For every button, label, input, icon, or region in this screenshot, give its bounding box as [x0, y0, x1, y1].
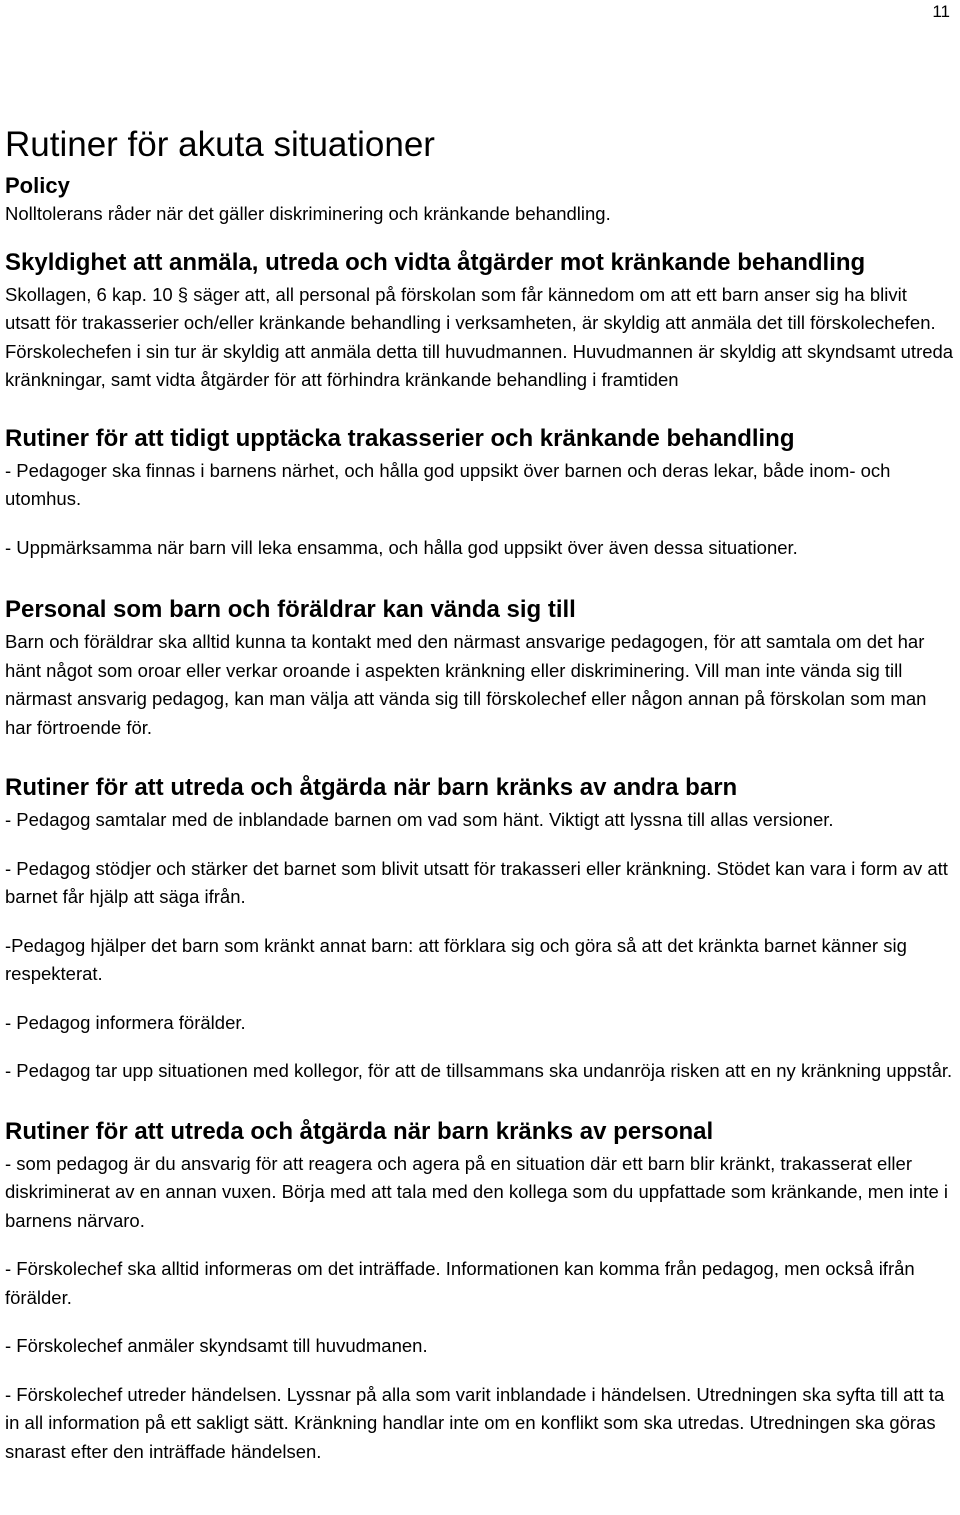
section-paragraph: - Pedagoger ska finnas i barnens närhet, och hålla god uppsikt över barnen och deras lekar, både inom- och utomhus.: [5, 459, 891, 509]
section-heading-anmala: Skyldighet att anmäla, utreda och vidta åtgärder mot kränkande behandling: [5, 248, 866, 276]
section-paragraph: Barn och föräldrar ska alltid kunna ta kontakt med den närmast ansvarige pedagogen, för att samtala om det har hänt något som oroar eller verkar oroande i aspekten kränkning eller diskriminering. Vill man inte vända sig till närmast ansvarig pedagog, kan man välja att vända sig till förskolechef eller någon annan på förskolan som man har förtroende för.: [5, 631, 927, 738]
document-content: [5, 124, 957, 1466]
policy-text: Nolltolerans råder när det gäller diskriminering och kränkande behandling.: [5, 203, 611, 224]
section-heading-andra-barn: Rutiner för att utreda och åtgärda när barn kränks av andra barn: [5, 774, 738, 801]
section-paragraph: - Pedagog informera förälder.: [5, 1011, 246, 1033]
section-paragraph: - Pedagog tar upp situationen med kollegor, för att de tillsammans ska undanröja risken att en ny kränkning uppstår.: [5, 1060, 953, 1081]
section-paragraph: - Förskolechef anmäler skyndsamt till huvudmanen.: [5, 1335, 428, 1356]
section-paragraph: Skollagen, 6 kap. 10 § säger att, all personal på förskolan som får kännedom om att ett barn anser sig ha blivit utsatt för trakasserier och/eller kränkande behandling i verksamheten, är skyldig att anmäla det till förskolechefen. Förskolechefen i sin tur är skyldig att anmäla detta till huvudmannen. Huvudmannen är skyldig att skyndsamt utreda kränkningar, samt vidta åtgärder för att förhindra kränkande behandling i framtiden: [5, 283, 954, 390]
section-paragraph: - Pedagog samtalar med de inblandade barnen om vad som hänt. Viktigt att lyssna till allas versioner.: [5, 809, 834, 830]
section-heading-av-personal: Rutiner för att utreda och åtgärda när barn kränks av personal: [5, 1117, 714, 1145]
policy-heading: Policy: [5, 173, 70, 198]
section-paragraph: - som pedagog är du ansvarig för att reagera och agera på en situation där ett barn blir kränkt, trakasserat eller diskriminerat av en annan vuxen. Börja med att tala med den kollega som du uppfattade som kränkande, men inte i barnens närvaro.: [5, 1152, 949, 1231]
section-paragraph: - Pedagog stödjer och stärker det barnet som blivit utsatt för trakasseri eller kränkning. Stödet kan vara i form av att barnet får hjälp att säga ifrån.: [5, 857, 948, 907]
section-paragraph: - Förskolechef ska alltid informeras om det inträffade. Informationen kan komma från pedagog, men också ifrån förälder.: [5, 1258, 915, 1308]
section-paragraph: - Förskolechef utreder händelsen. Lyssnar på alla som varit inblandade i händelsen. Utredningen ska syfta till att ta in all information på ett sakligt sätt. Kränkning handlar inte om en konflikt som ska utredas. Utredningen ska göras snarast efter den inträffade händelsen.: [5, 1383, 945, 1462]
section-paragraph: - Uppmärksamma när barn vill leka ensamma, och hålla god uppsikt över även dessa situationer.: [5, 536, 798, 558]
section-heading-upptacka: Rutiner för att tidigt upptäcka trakasserier och kränkande behandling: [5, 424, 795, 452]
page-number: 11: [932, 2, 950, 21]
page-title: Rutiner för akuta situationer: [5, 125, 435, 164]
section-paragraph: -Pedagog hjälper det barn som kränkt annat barn: att förklara sig och göra så att det kränkta barnet känner sig respekterat.: [5, 934, 907, 984]
section-heading-personal: Personal som barn och föräldrar kan vända sig till: [5, 596, 576, 623]
